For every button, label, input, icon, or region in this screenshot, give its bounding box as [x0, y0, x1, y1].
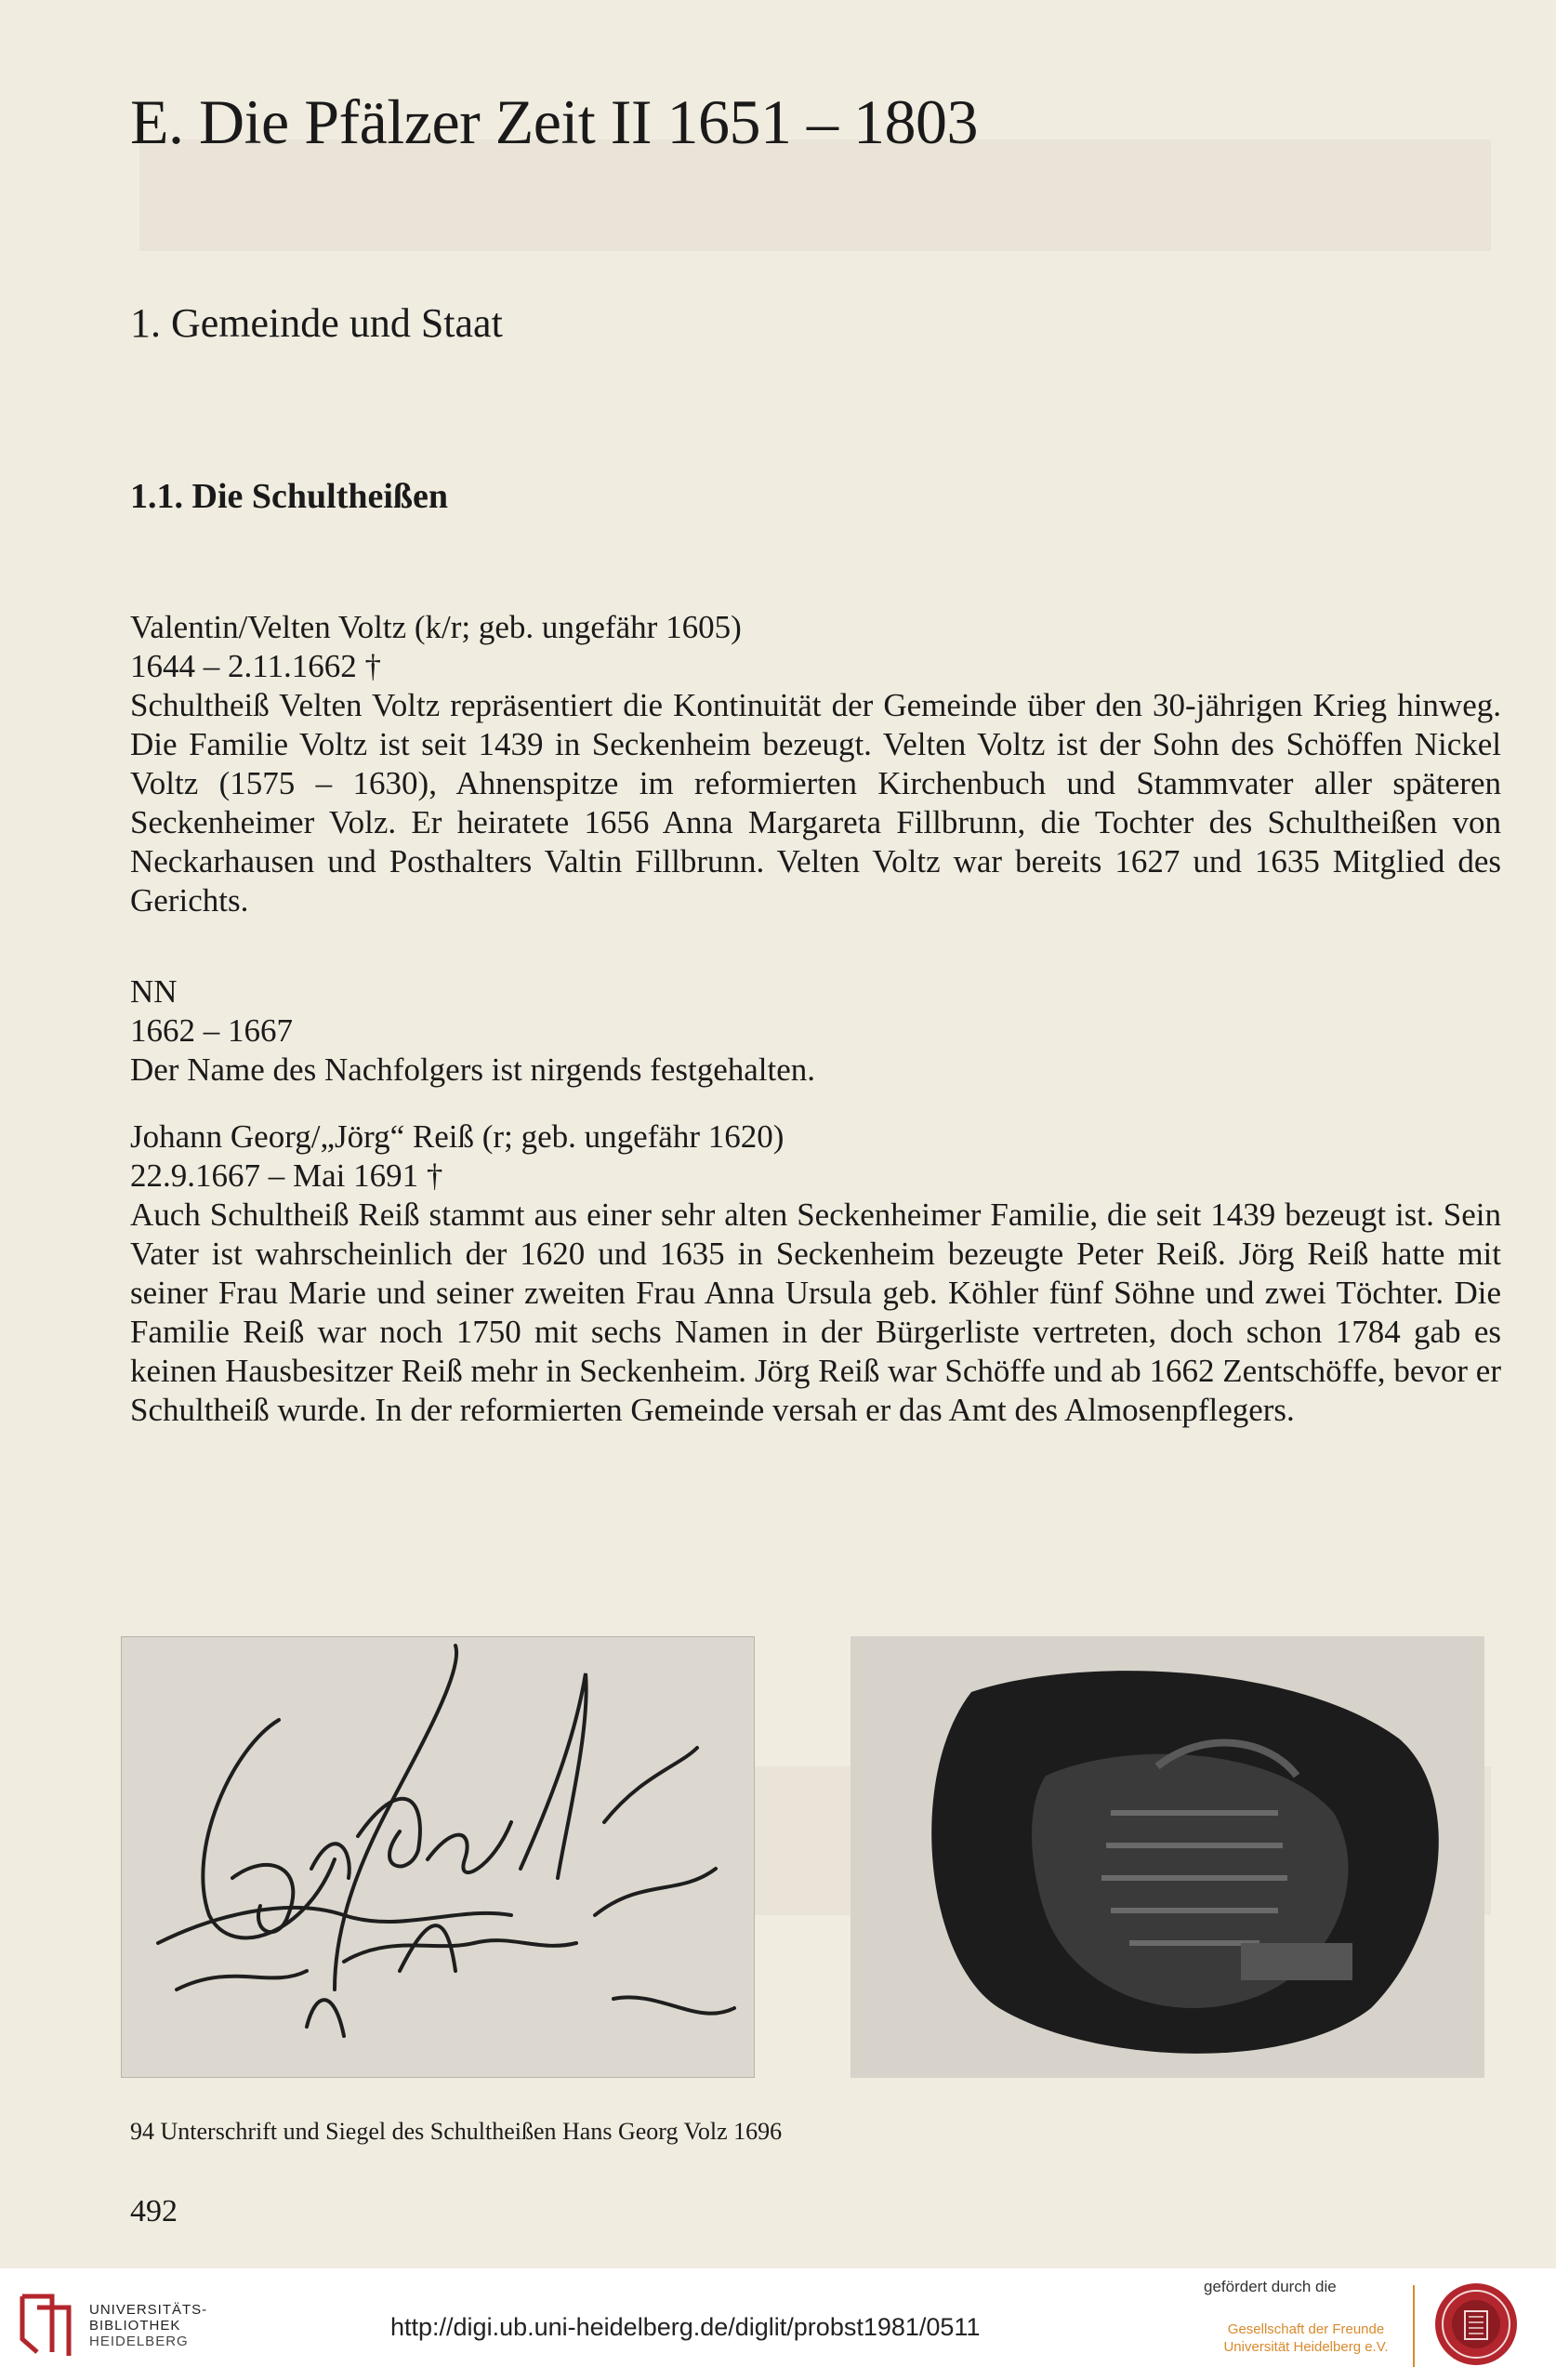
library-name — [89, 2302, 207, 2349]
entry-text: Der Name des Nachfolgers ist nirgends festgehalten. — [130, 1051, 816, 1088]
sponsor-divider — [1413, 2285, 1415, 2367]
entry-name: Johann Georg/„Jörg“ Reiß (r; geb. ungefähr 1620) — [130, 1118, 785, 1155]
entry-nn — [130, 972, 1501, 1090]
signature-image — [121, 1636, 755, 2078]
wax-seal — [851, 1636, 1484, 2078]
entry-text: Auch Schultheiß Reiß stammt aus einer sehr alten Seckenheimer Familie, die seit 1439 bezeugt ist. Sein Vater ist wahrscheinlich der 1620 und 1635 in Seckenheim bezeugte Peter Reiß. Jörg Reiß hatte mit seiner Frau Marie und seiner zweiten Frau Anna Ursula geb. Köhler fünf Söhne und zwei Töchter. Die Familie Reiß war noch 1750 mit sechs Namen in der Bürgerliste vertreten, doch schon 1784 gab es keinen Hausbesitzer Reiß mehr in Seckenheim. Jörg Reiß war Schöffe und ab 1662 Zentschöffe, bevor er Schultheiß wurde. In der reformierten Gemeinde versah er das Amt des Almosenpflegers. — [130, 1197, 1501, 1428]
handwritten-signature — [121, 1636, 755, 2078]
sponsor-label: gefördert durch die — [1204, 2278, 1337, 2295]
sponsor-line-1: Gesellschaft der Freunde — [1227, 2321, 1385, 2337]
figure-caption: 94 Unterschrift und Siegel des Schultheißen Hans Georg Volz 1696 — [130, 2118, 783, 2145]
permalink-url[interactable]: http://digi.ub.uni-heidelberg.de/diglit/probst1981/0511 — [390, 2313, 981, 2341]
entry-dates: 22.9.1667 – Mai 1691 † — [130, 1157, 443, 1194]
seal-image — [851, 1636, 1484, 2078]
library-line-2: BIBLIOTHEK — [89, 2318, 181, 2334]
entry-text: Schultheiß Velten Voltz repräsentiert die Kontinuität der Gemeinde über den 30-jährigen Krieg hinweg. Die Familie Voltz ist seit 1439 in Seckenheim bezeugt. Velten Voltz ist der Sohn des Schöffen Nickel Voltz (1575 – 1630), Ahnenspitze im reformierten Kirchenbuch und Stammvater aller späteren Seckenheimer Volz. Er heiratete 1656 Anna Margareta Fillbrunn, die Tochter des Schultheißen von Neckarhausen und Posthalters Valtin Fillbrunn. Velten Voltz war bereits 1627 und 1635 Mitglied des Gerichts. — [130, 687, 1501, 919]
entry-joerg-reiss — [130, 1117, 1501, 1430]
chapter-title: E. Die Pfälzer Zeit II 1651 – 1803 — [130, 86, 979, 157]
library-line-3: HEIDELBERG — [89, 2334, 189, 2349]
subsection-title: 1.1. Die Schultheißen — [130, 477, 449, 516]
entry-dates: 1644 – 2.11.1662 † — [130, 648, 381, 684]
entry-dates: 1662 – 1667 — [130, 1012, 293, 1049]
university-seal-icon — [1431, 2280, 1521, 2369]
entry-name: Valentin/Velten Voltz (k/r; geb. ungefähr 1605) — [130, 609, 742, 645]
ub-heidelberg-logo-icon — [15, 2287, 82, 2361]
entry-name: NN — [130, 973, 178, 1010]
sponsor-name — [1213, 2320, 1399, 2356]
page-number: 492 — [130, 2194, 178, 2228]
footer — [0, 2268, 1556, 2380]
entry-velten-voltz — [130, 608, 1501, 920]
section-title: 1. Gemeinde und Staat — [130, 300, 503, 346]
sponsor-line-2: Universität Heidelberg e.V. — [1223, 2339, 1389, 2355]
library-line-1: UNIVERSITÄTS- — [89, 2302, 208, 2318]
